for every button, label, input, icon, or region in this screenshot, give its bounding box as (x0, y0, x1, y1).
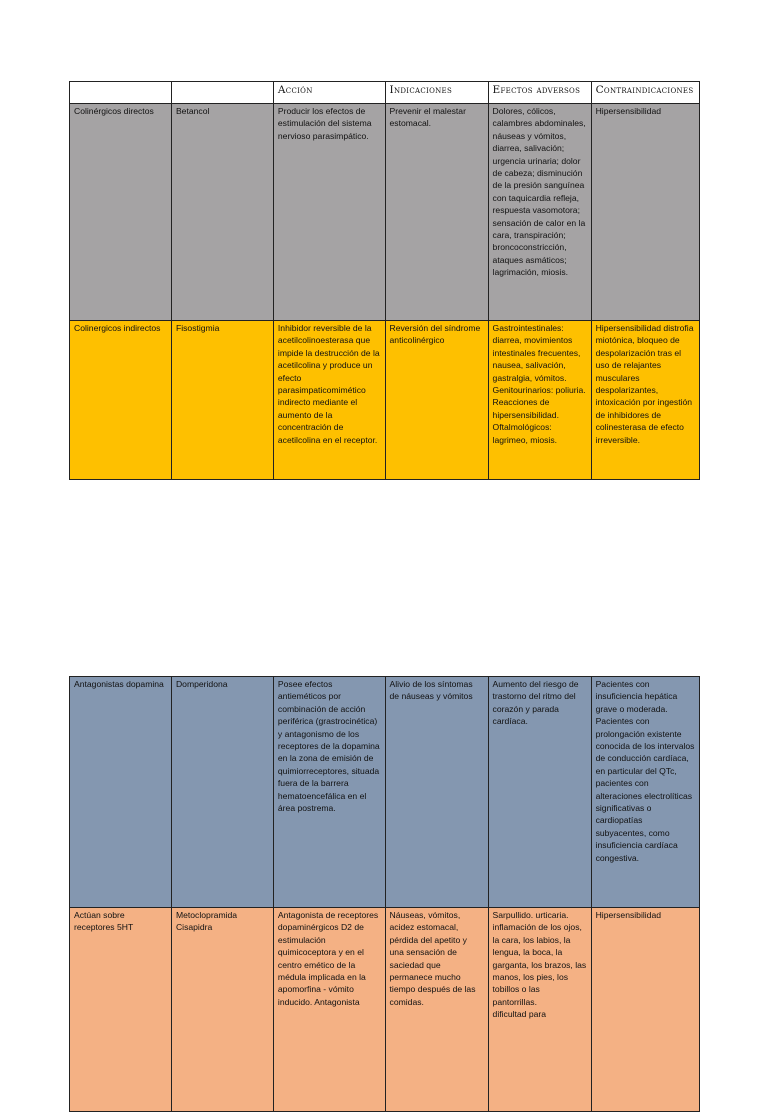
cell-group: Colinérgicos directos (70, 104, 172, 321)
cell-efectos-adversos: Dolores, cólicos, calambres abdominales, náuseas y vómitos, diarrea, salivación; urgencia urinaria; dolor de cabeza; disminución de la presión sanguínea con taquicardia refleja, respuesta vasomotora; sensación de calor en la cara, transpiración; broncoconstricción, ataques asmáticos; lagrimación, miosis. (488, 104, 591, 321)
cell-accion: Inhibidor reversible de la acetilcolinoesterasa que impide la destrucción de la acetilcolina y produce un efecto parasimpaticomimético indirecto mediante el aumento de la concentración de acetilcolina en el receptor. (273, 321, 385, 480)
cell-drug: Domperidona (171, 677, 273, 908)
header-efectos-adversos: Efectos adversos (488, 82, 591, 104)
table-row (70, 321, 700, 480)
cell-drug: Metoclopramida Cisapidra (171, 908, 273, 1112)
header-accion: Acción (273, 82, 385, 104)
cell-efectos-adversos: Gastrointestinales: diarrea, movimientos intestinales frecuentes, nausea, salivación, gastralgia, vómitos. Genitourinarios: poliuria. Reacciones de hipersensibilidad. Oftalmológicos: lagrimeo, miosis. (488, 321, 591, 480)
drug-table-colinergicos (69, 81, 700, 480)
cell-indicaciones: Reversión del síndrome anticolinérgico (385, 321, 488, 480)
drug-table-antiemeticos (69, 676, 700, 1112)
cell-accion: Producir los efectos de estimulación del sistema nervioso parasimpático. (273, 104, 385, 321)
cell-indicaciones: Náuseas, vómitos, acidez estomacal, pérdida del apetito y una sensación de saciedad que permanece mucho tiempo después de las comidas. (385, 908, 488, 1112)
header-blank-drug (171, 82, 273, 104)
cell-accion: Posee efectos antieméticos por combinación de acción periférica (grastrocinética) y antagonismo de los receptores de la dopamina en la zona de emisión de quimiorreceptores, situada fuera de la barrera hematoencefálica en el área postrema. (273, 677, 385, 908)
cell-indicaciones: Alivio de los síntomas de náuseas y vómitos (385, 677, 488, 908)
cell-drug: Betancol (171, 104, 273, 321)
table-header-row (70, 82, 700, 104)
table-row (70, 908, 700, 1112)
header-contraindicaciones: Contraindicaciones (591, 82, 699, 104)
cell-contraindicaciones: Hipersensibilidad (591, 104, 699, 321)
cell-group: Colinergicos indirectos (70, 321, 172, 480)
cell-efectos-adversos: Sarpullido. urticaria. inflamación de los ojos, la cara, los labios, la lengua, la boca, la garganta, los brazos, las manos, los pies, los tobillos o las pantorrillas. dificultad para (488, 908, 591, 1112)
cell-contraindicaciones: Hipersensibilidad distrofia miotónica, bloqueo de despolarización tras el uso de relajantes musculares despolarizantes, intoxicación por ingestión de inhibidores de colinesterasa de efecto irreversible. (591, 321, 699, 480)
header-indicaciones: Indicaciones (385, 82, 488, 104)
cell-group: Antagonistas dopamina (70, 677, 172, 908)
cell-indicaciones: Prevenir el malestar estomacal. (385, 104, 488, 321)
table-row (70, 104, 700, 321)
cell-efectos-adversos: Aumento del riesgo de trastorno del ritmo del corazón y parada cardíaca. (488, 677, 591, 908)
cell-contraindicaciones: Pacientes con insuficiencia hepática grave o moderada. Pacientes con prolongación existente conocida de los intervalos de conducción cardíaca, en particular del QTc, pacientes con alteraciones electrolíticas significativas o cardiopatías subyacentes, como insuficiencia cardíaca congestiva. (591, 677, 699, 908)
cell-accion: Antagonista de receptores dopaminérgicos D2 de estimulación quimicoceptora y en el centro emético de la médula implicada en la apomorfina - vómito inducido. Antagonista (273, 908, 385, 1112)
table-row (70, 677, 700, 908)
cell-drug: Fisostigmia (171, 321, 273, 480)
cell-contraindicaciones: Hipersensibilidad (591, 908, 699, 1112)
header-blank-group (70, 82, 172, 104)
cell-group: Actúan sobre receptores 5HT (70, 908, 172, 1112)
